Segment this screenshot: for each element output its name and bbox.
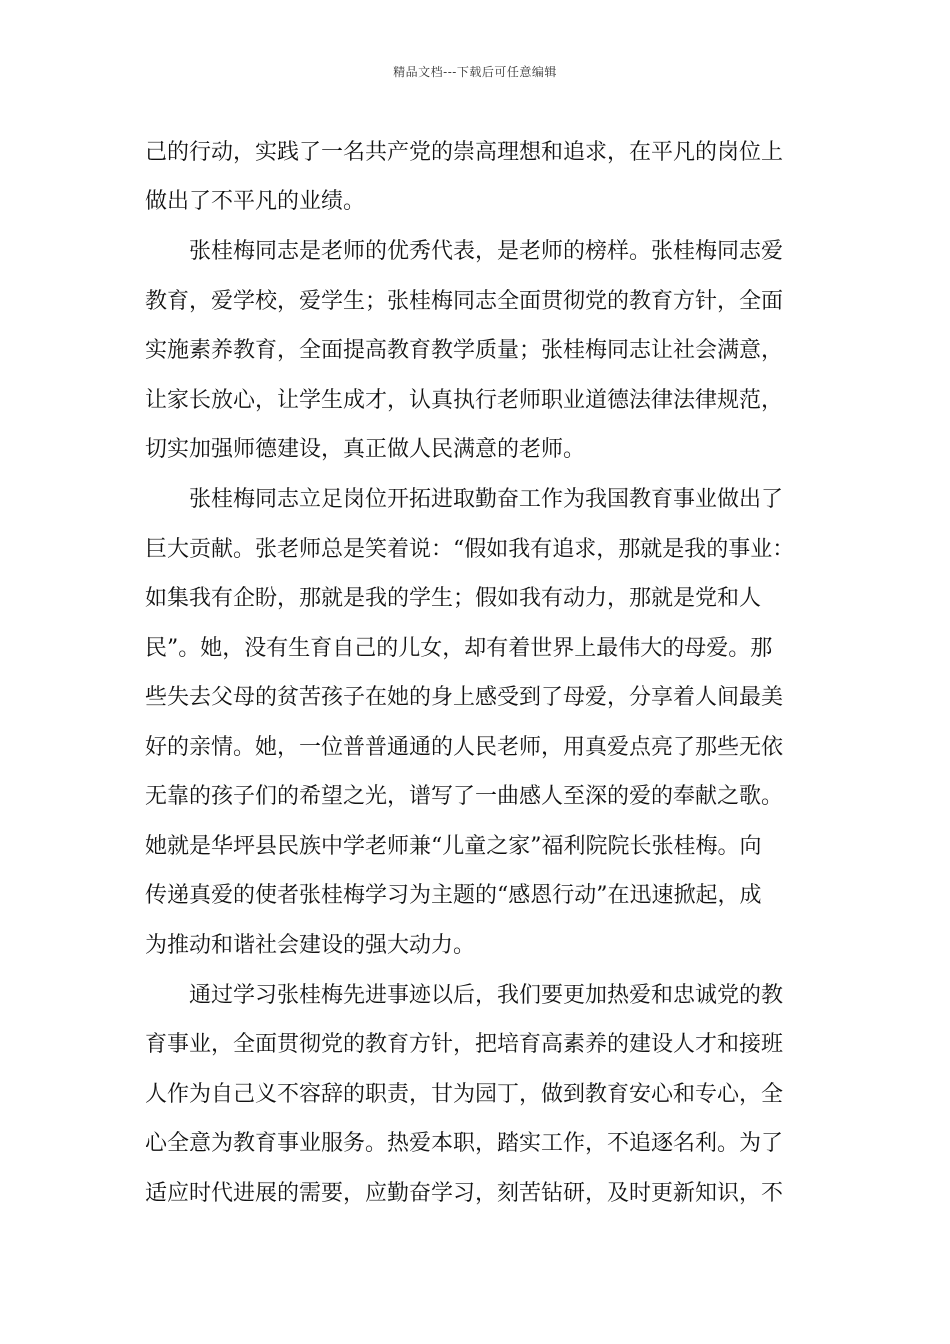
text-line: 己的行动，实践了一名共产党的崇高理想和追求，在平凡的岗位上 (145, 140, 784, 165)
text-line: 好的亲情。她，一位普普通通的人民老师，用真爱点亮了那些无依 (145, 735, 784, 760)
page-header: 精品文档---下载后可任意编辑 (393, 65, 557, 79)
text-line: 传递真爱的使者张桂梅学习为主题的“感恩行动”在迅速掀起，成 (145, 883, 762, 908)
text-line: 育事业，全面贯彻党的教育方针，把培育高素养的建设人才和接班 (145, 1032, 784, 1057)
text-line: 切实加强师德建设，真正做人民满意的老师。 (145, 437, 586, 462)
text-line: 无靠的孩子们的希望之光，谱写了一曲感人至深的爱的奉献之歌。 (145, 784, 784, 809)
text-line: 让家长放心，让学生成才，认真执行老师职业道德法律法律规范， (145, 388, 784, 413)
text-line: 教育，爱学校，爱学生；张桂梅同志全面贯彻党的教育方针，全面 (145, 289, 784, 314)
text-line: 巨大贡献。张老师总是笑着说：“假如我有追求，那就是我的事业： (145, 537, 795, 562)
text-line: 实施素养教育，全面提高教育教学质量；张桂梅同志让社会满意， (145, 338, 784, 363)
text-line: 她就是华坪县民族中学老师兼“儿童之家”福利院院长张桂梅。向 (145, 834, 762, 859)
paragraph-first-line: 张桂梅同志立足岗位开拓进取勤奋工作为我国教育事业做出了 (189, 487, 784, 512)
text-line: 为推动和谐社会建设的强大动力。 (145, 933, 476, 958)
text-line: 如集我有企盼，那就是我的学生；假如我有动力，那就是党和人 (145, 586, 762, 611)
text-line: 心全意为教育事业服务。热爱本职，踏实工作，不追逐名利。为了 (145, 1131, 784, 1156)
text-line: 人作为自己义不容辞的职责，甘为园丁，做到教育安心和专心，全 (145, 1082, 784, 1107)
text-line: 适应时代进展的需要，应勤奋学习，刻苦钻研，及时更新知识，不 (145, 1181, 784, 1206)
text-line: 些失去父母的贫苦孩子在她的身上感受到了母爱，分享着人间最美 (145, 685, 784, 710)
text-line: 民”。她，没有生育自己的儿女，却有着世界上最伟大的母爱。那 (145, 636, 773, 661)
paragraph-first-line: 张桂梅同志是老师的优秀代表，是老师的榜样。张桂梅同志爱 (189, 239, 784, 264)
text-line: 做出了不平凡的业绩。 (145, 189, 366, 214)
paragraph-first-line: 通过学习张桂梅先进事迹以后，我们要更加热爱和忠诚党的教 (189, 983, 784, 1008)
